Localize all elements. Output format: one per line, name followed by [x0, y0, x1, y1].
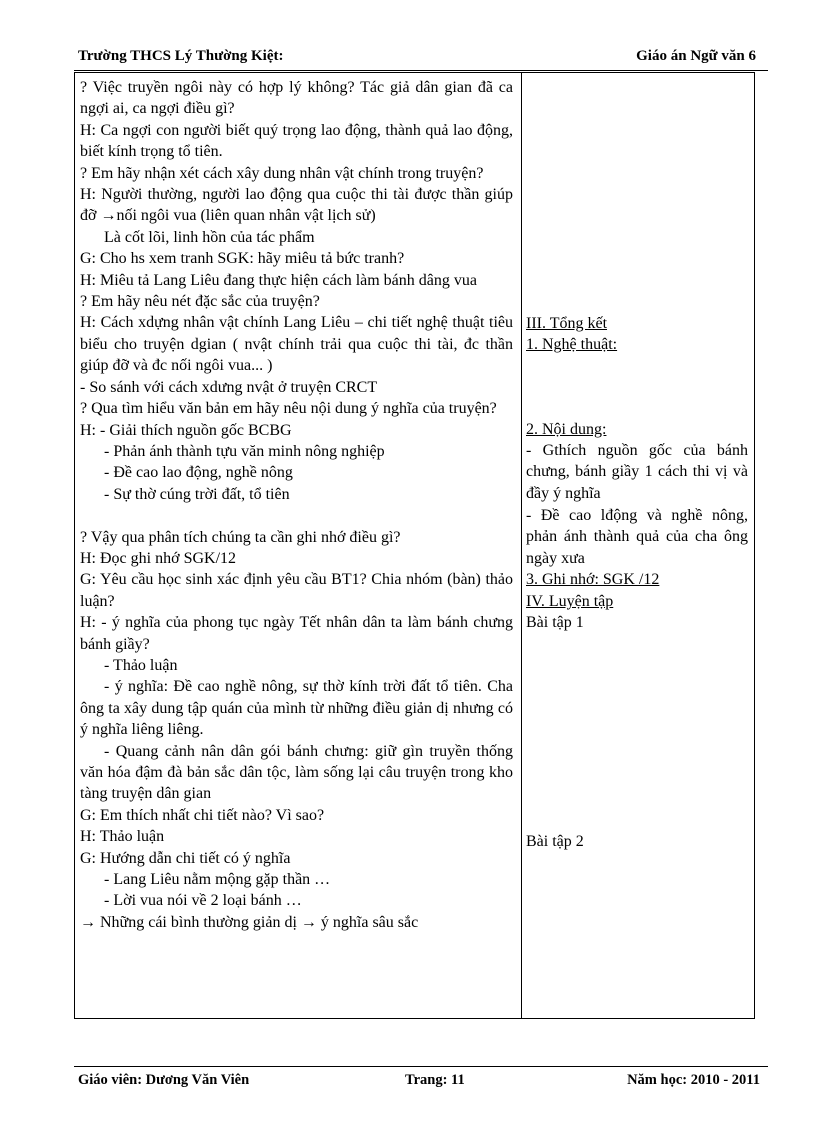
- paragraph: - Phản ánh thành tựu văn minh nông nghiệp: [104, 442, 385, 460]
- school-name: Trường THCS Lý Thường Kiệt:: [78, 48, 284, 64]
- paragraph: H: - ý nghĩa của phong tục ngày Tết nhân dân ta làm bánh chưng bánh giầy?: [80, 614, 513, 653]
- paragraph: - Lang Liêu nằm mộng gặp thần …: [104, 871, 331, 889]
- subject-title: Giáo án Ngữ văn 6: [636, 48, 756, 64]
- heading-noidung: 2. Nội dung:: [526, 421, 607, 438]
- blank-line: [80, 505, 513, 526]
- paragraph: H: - Giải thích nguồn gốc BCBG: [80, 421, 292, 439]
- paragraph: ? Vậy qua phân tích chúng ta cần ghi nhớ điều gì?: [80, 528, 401, 546]
- paragraph: ? Qua tìm hiểu văn bản em hãy nêu nội dung ý nghĩa của truyện?: [80, 400, 497, 418]
- noidung-item: - Gthích nguồn gốc của bánh chưng, bánh giầy 1 cách thi vị và đầy ý nghĩa: [526, 442, 748, 502]
- paragraph: H: Đọc ghi nhớ SGK/12: [80, 549, 237, 567]
- paragraph: → Những cái bình thường giản dị → ý nghĩa sâu sắc: [80, 913, 419, 931]
- paragraph: ? Việc truyền ngôi này có hợp lý không? Tác giả dân gian đã ca ngợi ai, ca ngợi điều gì?: [80, 79, 513, 118]
- header-rule: [74, 70, 768, 71]
- paragraph: H: Miêu tả Lang Liêu đang thực hiện cách làm bánh dâng vua: [80, 271, 477, 289]
- heading-ghinho: 3. Ghi nhớ: SGK /12: [526, 571, 660, 588]
- teacher-name: Giáo viên: Dương Văn Viên: [78, 1072, 250, 1088]
- section-tongket: III. Tổng kết: [526, 315, 608, 332]
- paragraph: G: Cho hs xem tranh SGK: hãy miêu tả bức tranh?: [80, 250, 405, 268]
- paragraph: - Sự thờ cúng trời đất, tổ tiên: [104, 485, 290, 503]
- activities-column: [80, 77, 513, 933]
- page-number: Trang: 11: [405, 1072, 465, 1088]
- paragraph: - Thảo luận: [104, 656, 178, 674]
- paragraph: Là cốt lõi, linh hồn của tác phẩm: [104, 228, 315, 246]
- page-header: [78, 48, 756, 68]
- footer-rule: [74, 1066, 768, 1067]
- paragraph: - ý nghĩa: Đề cao nghề nông, sự thờ kính trời đất tổ tiên. Cha ông ta xây dung tập quán của mình từ những điều giản dị nhưng có ý nghĩa liêng liêng.: [80, 678, 513, 739]
- paragraph: H: Thảo luận: [80, 828, 165, 846]
- paragraph: H: Cách xdựng nhân vật chính Lang Liêu – chi tiết nghệ thuật tiêu biểu cho truyện dgian ( nvật chính trải qua cuộc thi tài, đc thần giúp đỡ và đc nối ngôi vua... ): [80, 314, 513, 375]
- paragraph: - Quang cảnh nân dân gói bánh chưng: giữ gìn truyền thống văn hóa đậm đà bản sắc dân tộc, làm sống lại câu truyện trong kho tàng truyện dân gian: [80, 742, 513, 803]
- paragraph: H: Người thường, người lao động qua cuộc thi tài được thần giúp đỡ →nối ngôi vua (liên quan nhân vật lịch sử): [80, 186, 513, 225]
- paragraph: G: Yêu cầu học sinh xác định yêu cầu BT1? Chia nhóm (bàn) thảo luận?: [80, 571, 513, 610]
- paragraph: ? Em hãy nêu nét đặc sắc của truyện?: [80, 293, 320, 311]
- paragraph: - So sánh với cách xdưng nvật ở truyện CRCT: [80, 378, 378, 396]
- school-year: Năm học: 2010 - 2011: [627, 1072, 760, 1088]
- section-luyentap: IV. Luyện tập: [526, 593, 614, 610]
- paragraph: G: Em thích nhất chi tiết nào? Vì sao?: [80, 806, 325, 824]
- paragraph: - Đề cao lao động, nghề nông: [104, 464, 293, 482]
- paragraph: H: Ca ngợi con người biết quý trọng lao động, thành quả lao động, biết kính trọng tổ tiên.: [80, 121, 513, 161]
- noidung-item: - Đề cao lđộng và nghề nông, phản ánh thành quả của cha ông ngày xưa: [526, 507, 748, 567]
- heading-nghethuat: 1. Nghệ thuật:: [526, 336, 618, 353]
- paragraph: G: Hướng dẫn chi tiết có ý nghĩa: [80, 849, 291, 867]
- exercise-2-label: Bài tập 2: [526, 833, 584, 850]
- paragraph: - Lời vua nói về 2 loại bánh …: [104, 892, 302, 910]
- column-divider: [521, 73, 522, 1018]
- exercise-1-label: Bài tập 1: [526, 614, 584, 631]
- lesson-table: [74, 72, 755, 1019]
- paragraph: ? Em hãy nhận xét cách xây dung nhân vật chính trong truyện?: [80, 164, 484, 182]
